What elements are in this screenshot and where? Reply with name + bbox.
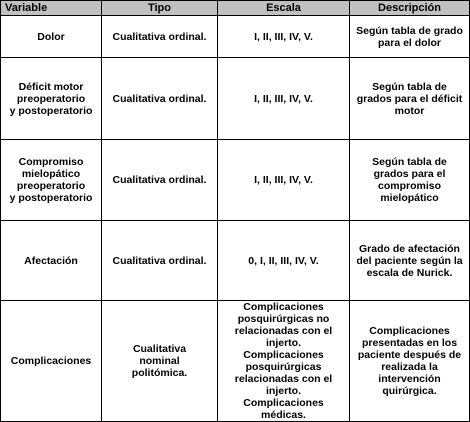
cell-descripcion: Según tabla de grados para el compromiso mielopático: [350, 140, 470, 221]
cell-tipo: Cualitativa nominal politómica.: [102, 301, 218, 422]
table-row: [1, 221, 470, 301]
cell-descripcion: Según tabla de grados para el déficit motor: [350, 58, 470, 140]
cell-descripcion: Grado de afectación del paciente según la escala de Nurick.: [350, 221, 470, 301]
table-row: [1, 301, 470, 422]
cell-tipo: Cualitativa ordinal.: [102, 140, 218, 221]
cell-tipo: Cualitativa ordinal.: [102, 58, 218, 140]
cell-escala: I, II, III, IV, V.: [218, 16, 350, 58]
cell-descripcion: Según tabla de grado para el dolor: [350, 16, 470, 58]
cell-variable: Compromiso mielopático preoperatorio y postoperatorio: [1, 140, 102, 221]
table-row: [1, 16, 470, 58]
cell-escala: I, II, III, IV, V.: [218, 140, 350, 221]
cell-variable: Déficit motor preoperatorio y postoperatorio: [1, 58, 102, 140]
table-row: [1, 140, 470, 221]
cell-variable: Afectación: [1, 221, 102, 301]
header-descripcion: Descripción: [350, 1, 470, 16]
cell-variable: Dolor: [1, 16, 102, 58]
header-escala: Escala: [218, 1, 350, 16]
cell-tipo: Cualitativa ordinal.: [102, 221, 218, 301]
cell-escala: 0, I, II, III, IV, V.: [218, 221, 350, 301]
header-variable: Variable: [1, 1, 102, 16]
cell-escala: I, II, III, IV, V.: [218, 58, 350, 140]
table-row: [1, 58, 470, 140]
header-row: [1, 1, 470, 16]
cell-variable: Complicaciones: [1, 301, 102, 422]
cell-tipo: Cualitativa ordinal.: [102, 16, 218, 58]
cell-descripcion: Complicaciones presentadas en los paciente después de realizada la intervención quirúrgica.: [350, 301, 470, 422]
header-tipo: Tipo: [102, 1, 218, 16]
cell-escala: Complicaciones posquirúrgicas no relacionadas con el injerto. Complicaciones posquirúrgicas relacionadas con el injerto. Complicaciones médicas.: [218, 301, 350, 422]
